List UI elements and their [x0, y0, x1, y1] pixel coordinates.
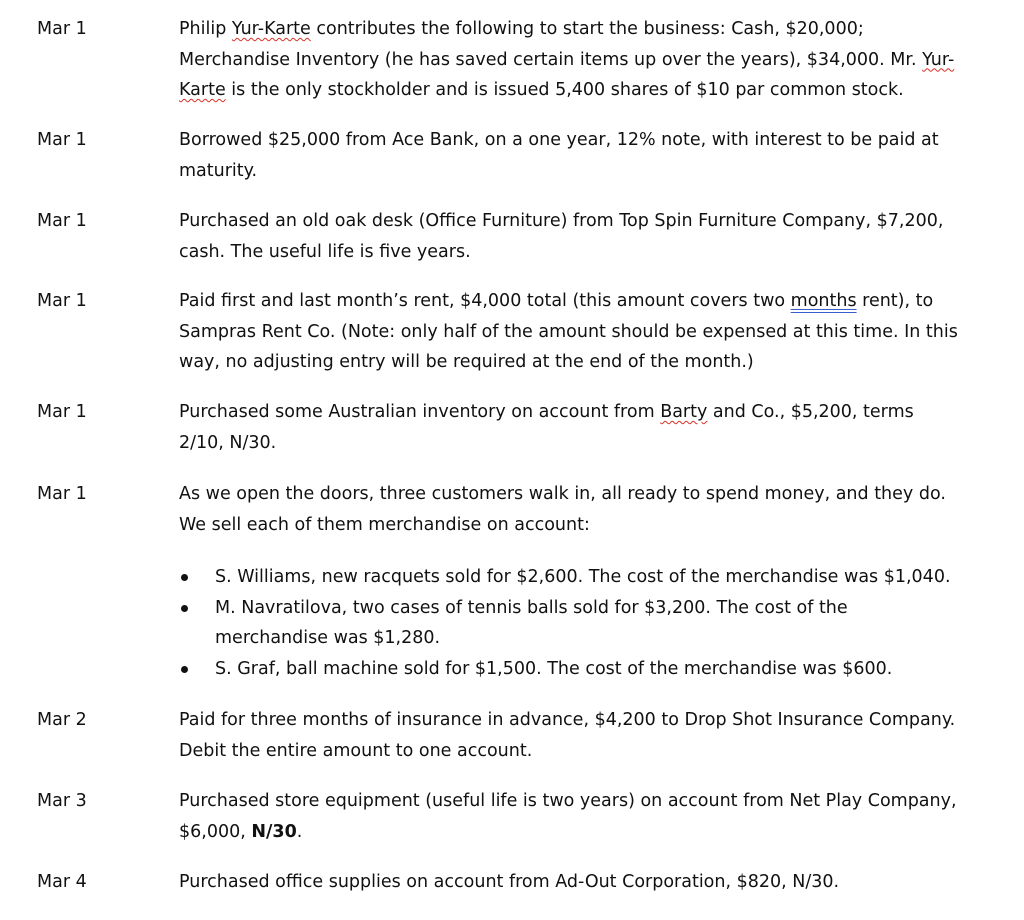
description-line: Merchandise Inventory (he has saved certain items up over the years), $34,000. Mr. Yur-: [179, 49, 955, 70]
bullet-icon: [181, 574, 188, 581]
spelling-flagged-word: Yur-: [922, 49, 955, 70]
description-line: Sampras Rent Co. (Note: only half of the amount should be expensed at this time. In this: [179, 321, 958, 342]
entry-description: [179, 14, 979, 106]
description-line: Philip Yur-Karte contributes the following to start the business: Cash, $20,000;: [179, 19, 864, 39]
description-line: We sell each of them merchandise on account:: [179, 514, 590, 535]
entry-date: Mar 1: [37, 291, 87, 311]
entry-description: [179, 867, 979, 898]
bold-terms: N/30: [251, 821, 297, 842]
bullet-item: M. Navratilova, two cases of tennis balls sold for $3,200. The cost of the merchandise was $1,280.: [179, 593, 979, 654]
description-line: Paid for three months of insurance in advance, $4,200 to Drop Shot Insurance Company.: [179, 710, 956, 730]
entry-description: [179, 206, 979, 267]
description-line: Purchased office supplies on account from Ad-Out Corporation, $820, N/30.: [179, 872, 840, 892]
bullet-item: S. Graf, ball machine sold for $1,500. The cost of the merchandise was $600.: [179, 654, 979, 685]
description-line: way, no adjusting entry will be required at the end of the month.): [179, 352, 754, 373]
spelling-flagged-word: Yur-Karte: [231, 19, 311, 39]
description-line: As we open the doors, three customers walk in, all ready to spend money, and they do.: [179, 484, 946, 504]
sales-bullet-list: [179, 562, 979, 684]
description-line: maturity.: [179, 160, 258, 181]
entry-description: [179, 397, 979, 458]
spelling-flagged-word: Barty: [660, 402, 708, 422]
description-line: Karte is the only stockholder and is issued 5,400 shares of $10 par common stock.: [179, 80, 904, 101]
entry-date: Mar 4: [37, 872, 87, 892]
description-line: 2/10, N/30.: [179, 432, 277, 453]
description-line: Purchased an old oak desk (Office Furniture) from Top Spin Furniture Company, $7,200,: [179, 211, 944, 231]
entry-description: [179, 286, 979, 378]
entry-description: [179, 125, 979, 186]
entry-date: Mar 1: [37, 484, 87, 504]
grammar-flagged-word: months: [790, 291, 857, 311]
bullet-icon: [181, 666, 188, 673]
entry-date: Mar 3: [37, 791, 87, 811]
description-line: Paid first and last month’s rent, $4,000 total (this amount covers two months rent), to: [179, 291, 934, 311]
spelling-flagged-word: Karte: [179, 80, 226, 101]
description-line: Debit the entire amount to one account.: [179, 740, 533, 761]
description-line: cash. The useful life is five years.: [179, 241, 471, 262]
entry-description: [179, 479, 979, 540]
entry-date: Mar 1: [37, 130, 87, 150]
entry-date: Mar 1: [37, 402, 87, 422]
entry-description: [179, 705, 979, 766]
bullet-icon: [181, 605, 188, 612]
bullet-item: S. Williams, new racquets sold for $2,600. The cost of the merchandise was $1,040.: [179, 562, 979, 593]
description-line: $6,000, N/30.: [179, 821, 303, 842]
description-line: Purchased some Australian inventory on account from Barty and Co., $5,200, terms: [179, 402, 914, 422]
entry-date: Mar 2: [37, 710, 87, 730]
entry-date: Mar 1: [37, 19, 87, 39]
description-line: Borrowed $25,000 from Ace Bank, on a one year, 12% note, with interest to be paid at: [179, 130, 939, 150]
description-line: Purchased store equipment (useful life is two years) on account from Net Play Company,: [179, 791, 957, 811]
entry-date: Mar 1: [37, 211, 87, 231]
entry-description: [179, 786, 979, 847]
